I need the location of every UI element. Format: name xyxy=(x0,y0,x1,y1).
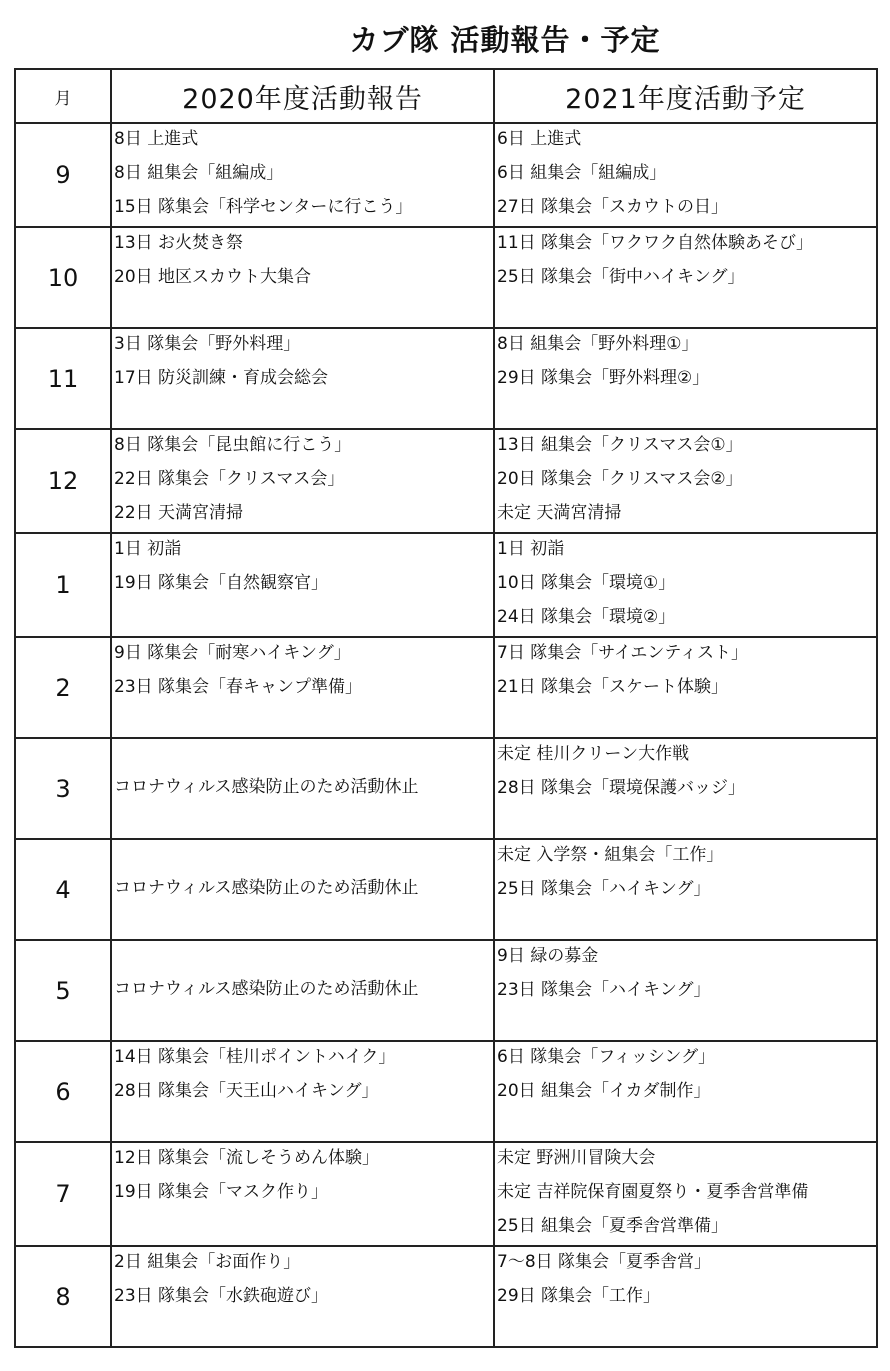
plan-entry: 未定 桂川クリーン大作戦 xyxy=(497,744,690,764)
month-cell: 7 xyxy=(15,1142,111,1246)
plan-entry: 9日 緑の募金 xyxy=(497,946,599,966)
plan-entry: 未定 吉祥院保育園夏祭り・夏季舎営準備 xyxy=(497,1182,809,1202)
report-entry: 28日 隊集会「天王山ハイキング」 xyxy=(114,1081,379,1101)
activity-table xyxy=(14,68,878,1348)
plan-entry: 27日 隊集会「スカウトの日」 xyxy=(497,197,729,217)
month-cell: 4 xyxy=(15,839,111,940)
plan-column-header: 2021年度活動予定 xyxy=(494,69,877,123)
report-entry: 8日 隊集会「昆虫館に行こう」 xyxy=(114,435,352,455)
report-entry: 15日 隊集会「科学センターに行こう」 xyxy=(114,197,413,217)
report-cell xyxy=(111,637,494,738)
plan-entry: 28日 隊集会「環境保護バッジ」 xyxy=(497,778,746,798)
report-entry: コロナウィルス感染防止のため活動休止 xyxy=(114,978,419,999)
report-cell xyxy=(111,328,494,429)
plan-entry: 13日 組集会「クリスマス会①」 xyxy=(497,435,743,455)
plan-entry: 6日 隊集会「フィッシング」 xyxy=(497,1047,716,1067)
report-entry: 14日 隊集会「桂川ポイントハイク」 xyxy=(114,1047,396,1067)
table-row xyxy=(15,123,877,227)
table-row xyxy=(15,1246,877,1347)
report-entry: コロナウィルス感染防止のため活動休止 xyxy=(114,877,419,898)
table-row xyxy=(15,533,877,637)
report-entry: 8日 上進式 xyxy=(114,129,199,149)
plan-entry: 未定 天満宮清掃 xyxy=(497,503,622,523)
table-row xyxy=(15,227,877,328)
report-entry: 20日 地区スカウト大集合 xyxy=(114,267,312,287)
report-cell xyxy=(111,123,494,227)
report-cell xyxy=(111,533,494,637)
month-cell: 9 xyxy=(15,123,111,227)
report-cell xyxy=(111,1041,494,1142)
plan-entry: 6日 組集会「組編成」 xyxy=(497,163,667,183)
report-cell xyxy=(111,738,494,839)
table-row xyxy=(15,1142,877,1246)
report-cell xyxy=(111,839,494,940)
table-row xyxy=(15,940,877,1041)
plan-entry: 25日 組集会「夏季舎営準備」 xyxy=(497,1216,729,1236)
table-body xyxy=(15,123,877,1347)
plan-cell xyxy=(494,533,877,637)
plan-cell xyxy=(494,1142,877,1246)
report-entry: 9日 隊集会「耐寒ハイキング」 xyxy=(114,643,351,663)
report-entry: 23日 隊集会「水鉄砲遊び」 xyxy=(114,1286,329,1306)
report-entry: 19日 隊集会「自然観察官」 xyxy=(114,573,329,593)
month-cell: 10 xyxy=(15,227,111,328)
report-entry: 8日 組集会「組編成」 xyxy=(114,163,284,183)
report-entry: 1日 初詣 xyxy=(114,539,182,559)
table-row xyxy=(15,429,877,533)
month-cell: 8 xyxy=(15,1246,111,1347)
report-entry: 3日 隊集会「野外料理」 xyxy=(114,334,301,354)
table-row xyxy=(15,637,877,738)
plan-cell xyxy=(494,227,877,328)
plan-entry: 20日 組集会「イカダ制作」 xyxy=(497,1081,711,1101)
month-cell: 2 xyxy=(15,637,111,738)
plan-entry: 21日 隊集会「スケート体験」 xyxy=(497,677,729,697)
report-entry: コロナウィルス感染防止のため活動休止 xyxy=(114,776,419,797)
plan-cell xyxy=(494,328,877,429)
plan-cell xyxy=(494,1246,877,1347)
plan-entry: 23日 隊集会「ハイキング」 xyxy=(497,980,711,1000)
table-row xyxy=(15,1041,877,1142)
table-row xyxy=(15,738,877,839)
report-cell xyxy=(111,1246,494,1347)
plan-entry: 25日 隊集会「街中ハイキング」 xyxy=(497,267,745,287)
page-title: カブ隊 活動報告・予定 xyxy=(349,23,661,57)
month-cell: 3 xyxy=(15,738,111,839)
plan-entry: 25日 隊集会「ハイキング」 xyxy=(497,879,711,899)
report-entry: 12日 隊集会「流しそうめん体験」 xyxy=(114,1148,380,1168)
report-cell xyxy=(111,940,494,1041)
plan-cell xyxy=(494,1041,877,1142)
plan-cell xyxy=(494,637,877,738)
report-entry: 17日 防災訓練・育成会総会 xyxy=(114,368,329,388)
report-entry: 23日 隊集会「春キャンプ準備」 xyxy=(114,677,363,697)
month-cell: 11 xyxy=(15,328,111,429)
plan-cell xyxy=(494,738,877,839)
table-row xyxy=(15,328,877,429)
plan-cell xyxy=(494,839,877,940)
plan-cell xyxy=(494,123,877,227)
report-entry: 22日 天満宮清掃 xyxy=(114,503,244,523)
plan-entry: 29日 隊集会「野外料理②」 xyxy=(497,368,710,388)
plan-entry: 7～8日 隊集会「夏季舎営」 xyxy=(497,1252,712,1272)
plan-entry: 7日 隊集会「サイエンティスト」 xyxy=(497,643,748,663)
plan-entry: 11日 隊集会「ワクワク自然体験あそび」 xyxy=(497,233,814,253)
report-entry: 13日 お火焚き祭 xyxy=(114,233,244,253)
month-cell: 5 xyxy=(15,940,111,1041)
report-entry: 19日 隊集会「マスク作り」 xyxy=(114,1182,329,1202)
report-entry: 22日 隊集会「クリスマス会」 xyxy=(114,469,345,489)
plan-entry: 1日 初詣 xyxy=(497,539,565,559)
plan-entry: 8日 組集会「野外料理①」 xyxy=(497,334,699,354)
report-cell xyxy=(111,227,494,328)
report-cell xyxy=(111,1142,494,1246)
plan-entry: 29日 隊集会「工作」 xyxy=(497,1286,661,1306)
month-cell: 12 xyxy=(15,429,111,533)
plan-cell xyxy=(494,429,877,533)
month-cell: 1 xyxy=(15,533,111,637)
plan-entry: 未定 入学祭・組集会「工作」 xyxy=(497,845,724,865)
month-cell: 6 xyxy=(15,1041,111,1142)
report-cell xyxy=(111,429,494,533)
plan-cell xyxy=(494,940,877,1041)
header-row xyxy=(15,69,877,123)
table-row xyxy=(15,839,877,940)
month-column-header: 月 xyxy=(15,69,111,123)
plan-entry: 20日 隊集会「クリスマス会②」 xyxy=(497,469,743,489)
plan-entry: 6日 上進式 xyxy=(497,129,582,149)
report-column-header: 2020年度活動報告 xyxy=(111,69,494,123)
report-entry: 2日 組集会「お面作り」 xyxy=(114,1252,301,1272)
plan-entry: 24日 隊集会「環境②」 xyxy=(497,607,676,627)
plan-entry: 未定 野洲川冒険大会 xyxy=(497,1148,656,1168)
plan-entry: 10日 隊集会「環境①」 xyxy=(497,573,676,593)
